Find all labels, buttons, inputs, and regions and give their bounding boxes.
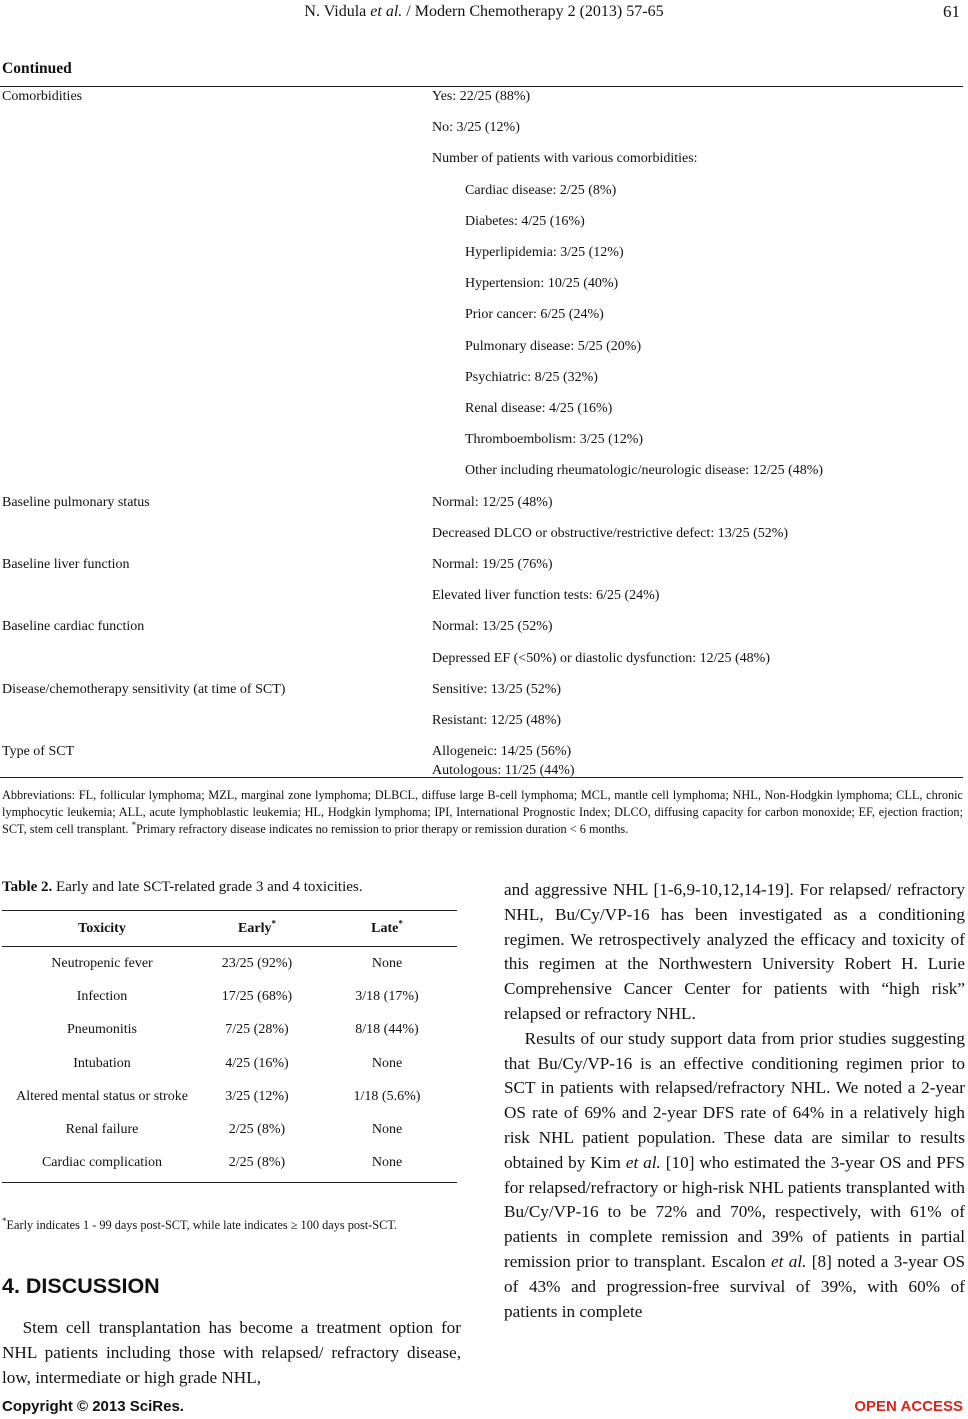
table2-cell-early: 17/25 (68%) xyxy=(221,989,293,1005)
table2-caption-label: Table 2. xyxy=(2,879,53,895)
abbreviations-note xyxy=(2,787,963,838)
table2-footnote-text: Early indicates 1 - 99 days post-SCT, while late indicates ≥ 100 days post-SCT. xyxy=(6,1218,398,1232)
table2-cell-late: 8/18 (44%) xyxy=(355,1022,419,1038)
table2-cell-early: 2/25 (8%) xyxy=(228,1155,286,1171)
discussion-left-paragraph: Stem cell transplantation has become a treatment option for NHL patients including those with relapsed/ refractory disease, low, intermediate or high grade NHL, xyxy=(2,1318,461,1387)
table2-cell-early: 2/25 (8%) xyxy=(228,1122,286,1137)
table2-cell-late: 3/18 (17%) xyxy=(355,989,419,1005)
table-row-value: Resistant: 12/25 (48%) xyxy=(432,713,562,728)
table-row-label: Comorbidities xyxy=(2,89,83,104)
table2-caption-text: Early and late SCT-related grade 3 and 4 toxicities. xyxy=(52,879,363,895)
table-row-value: Normal: 12/25 (48%) xyxy=(432,494,553,510)
continued-table-title: Continued xyxy=(2,60,72,77)
table2-cell-late: 1/18 (5.6%) xyxy=(353,1088,421,1104)
table-row-value: Sensitive: 13/25 (52%) xyxy=(432,681,562,697)
table-row-value: Thromboembolism: 3/25 (12%) xyxy=(465,432,644,448)
header-journal: / Modern Chemotherapy 2 (2013) 57-65 xyxy=(402,3,664,20)
table-row-label: Disease/chemotherapy sensitivity (at time of SCT) xyxy=(2,681,286,697)
table-row-value: Pulmonary disease: 5/25 (20%) xyxy=(465,338,642,354)
table-row-label: Baseline cardiac function xyxy=(2,619,145,635)
table2-cell-toxicity: Neutropenic fever xyxy=(51,956,153,971)
table-row-value: Hyperlipidemia: 3/25 (12%) xyxy=(465,245,624,260)
table2-cell-toxicity: Cardiac complication xyxy=(41,1155,163,1171)
table-row-label: Baseline liver function xyxy=(2,557,130,572)
table-row-value: Cardiac disease: 2/25 (8%) xyxy=(465,182,617,198)
discussion-paragraph-1: and aggressive NHL [1-6,9-10,12,14-19]. For relapsed/ refractory NHL, Bu/Cy/VP-16 has been investigated as a conditioning regimen. We retrospectively analyzed the efficacy and toxicity of this regimen at the Northwestern University Robert H. Lurie Comprehensive Cancer Center for patients with “high risk” relapsed or refractory NHL. xyxy=(504,880,965,1023)
table2-cell-early: 4/25 (16%) xyxy=(225,1055,289,1071)
page-number: 61 xyxy=(943,2,960,21)
table-row-value: Depressed EF (<50%) or diastolic dysfunction: 12/25 (48%) xyxy=(432,650,770,666)
table2-header-rule xyxy=(2,946,457,947)
table-row-value: Normal: 13/25 (52%) xyxy=(432,619,553,635)
table-row-value: Renal disease: 4/25 (16%) xyxy=(465,401,613,416)
table2-header-early: Early* xyxy=(238,918,276,936)
table-row-value: Normal: 19/25 (76%) xyxy=(432,557,553,572)
table-row-value: Decreased DLCO or obstructive/restrictive defect: 13/25 (52%) xyxy=(432,525,789,541)
table2-cell-late: None xyxy=(371,1155,403,1171)
copyright: Copyright © 2013 SciRes. xyxy=(2,1398,184,1415)
table-row-value: Diabetes: 4/25 (16%) xyxy=(465,213,585,229)
discussion-paragraph-2: Results of our study support data from prior studies suggesting that Bu/Cy/VP-16 is an effective conditioning regimen prior to SCT in patients with relapsed/refractory NHL. We noted a 2-year OS rate of 69% and 2-year DFS rate of 64% in a relatively high risk NHL patient population. These data are similar to results obtained by Kim et al. [10] who estimated the 3-year OS and PFS for relapsed/refractory or high-risk NHL patients transplanted with Bu/Cy/VP-16 to be 72% and 70%, respectively, with 61% of patients in complete remission and 39% of patients in partial remission prior to transplant. Escalon et al. [8] noted a 3-year OS of 43% and progression-free survival of 39%, with 60% of patients in complete xyxy=(504,1028,966,1321)
table2-cell-toxicity: Pneumonitis xyxy=(66,1022,137,1038)
table-row-value: Hypertension: 10/25 (40%) xyxy=(465,276,619,292)
table2-cell-late: None xyxy=(371,956,403,971)
open-access-label: OPEN ACCESS xyxy=(854,1398,963,1415)
table-row-value: Elevated liver function tests: 6/25 (24%) xyxy=(432,588,660,604)
table2-cell-late: None xyxy=(371,1122,403,1137)
discussion-right-column xyxy=(504,878,965,1324)
abbreviations-footnote: Primary refractory disease indicates no remission to prior therapy or remission duration < 6 months. xyxy=(136,822,629,836)
table2-cell-early: 7/25 (28%) xyxy=(225,1022,289,1038)
table2-footnote xyxy=(2,1217,457,1234)
section-heading: 4. DISCUSSION xyxy=(2,1274,160,1298)
table-row-value: Number of patients with various comorbidities: xyxy=(432,151,698,167)
table2-header-toxicity: Toxicity xyxy=(78,921,126,936)
abbreviations-footnote-mark: * xyxy=(131,819,137,830)
header-et-al: et al. xyxy=(370,3,403,20)
table2-cell-toxicity: Renal failure xyxy=(65,1122,139,1137)
table2-bottom-rule xyxy=(2,1182,457,1183)
header-authors: N. Vidula xyxy=(304,3,371,20)
table-row-label: Type of SCT xyxy=(2,744,75,760)
table2-cell-early: 23/25 (92%) xyxy=(221,956,293,971)
table2-cell-early: 3/25 (12%) xyxy=(225,1088,289,1104)
table2-header-late: Late* xyxy=(371,918,403,936)
table-row-value: Psychiatric: 8/25 (32%) xyxy=(465,369,598,385)
table2-top-rule xyxy=(2,910,457,911)
table2-cell-toxicity: Intubation xyxy=(73,1055,131,1071)
table-row-value: Prior cancer: 6/25 (24%) xyxy=(465,307,604,323)
table-row-label: Baseline pulmonary status xyxy=(2,494,150,510)
table-row-value: No: 3/25 (12%) xyxy=(432,120,520,136)
running-header xyxy=(0,3,968,21)
table2-cell-late: None xyxy=(371,1055,403,1071)
table-bottom-rule xyxy=(0,777,963,778)
table-row-value: Yes: 22/25 (88%) xyxy=(432,89,531,104)
table-row-value: Autologous: 11/25 (44%) xyxy=(432,763,575,779)
table2-cell-toxicity: Infection xyxy=(76,989,128,1005)
table-row-value: Allogeneic: 14/25 (56%) xyxy=(432,744,572,760)
table2-caption xyxy=(2,879,362,896)
table-row-value: Other including rheumatologic/neurologic disease: 12/25 (48%) xyxy=(465,463,824,479)
table-top-rule xyxy=(0,86,963,87)
table2-footnote-mark: * xyxy=(2,1215,7,1226)
abbreviations-text: Abbreviations: FL, follicular lymphoma; MZL, marginal zone lymphoma; DLBCL, diffuse large B-cell lymphoma; MCL, mantle cell lymphoma; NHL, Non-Hodgkin lymphoma; CLL, chronic lymphocytic leukemia; ALL, acute lymphoblastic leukemia; HL, Hodgkin lymphoma; IPI, International Prognostic Index; DLCO, diffusing capacity for carbon monoxide; EF, ejection fraction; SCT, stem cell transplant. xyxy=(2,788,963,836)
table2-cell-toxicity: Altered mental status or stroke xyxy=(16,1088,188,1104)
